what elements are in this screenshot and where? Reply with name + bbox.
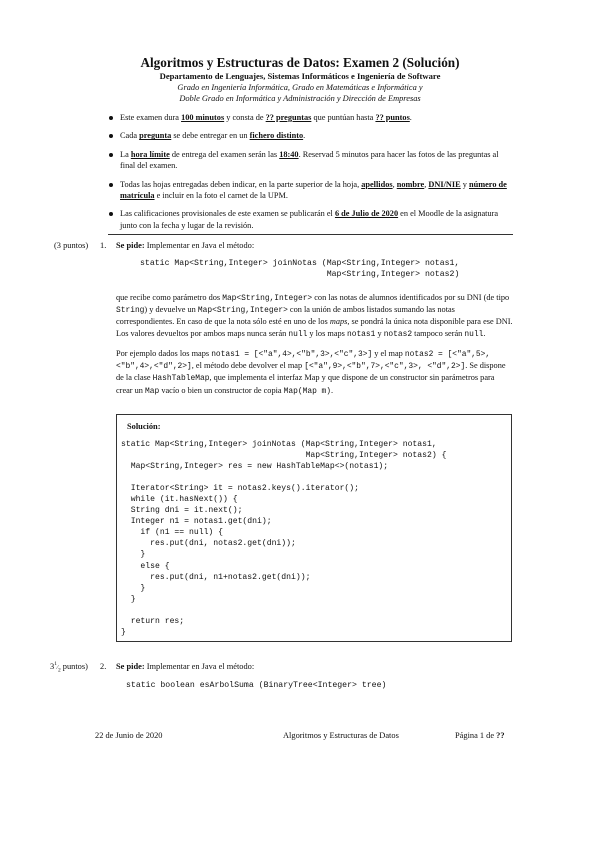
footer-date: 22 de Junio de 2020 xyxy=(95,731,163,740)
department: Departamento de Lenguajes, Sistemas Informáticos e Ingeniería de Software xyxy=(159,71,441,81)
divider xyxy=(108,234,513,235)
instruction-identification: Todas las hojas entregadas deben indicar, en la parte superior de la hoja, apellidos, nombre, DNI/NIE y número de matrícula e incluir en la foto el carnet de la UPM. xyxy=(108,179,513,202)
instruction-grades: Las calificaciones provisionales de este examen se publicarán el 6 de Julio de 2020 en el Moodle de la asignatura junto con la fecha y lugar de la revisión. xyxy=(108,208,513,231)
q2-points: $3^1⁄_2$ puntos) xyxy=(50,661,88,674)
solution-box xyxy=(116,414,512,642)
degrees-line-2: Doble Grado en Informática y Administración y Dirección de Empresas xyxy=(179,94,421,103)
instruction-deadline: La hora límite de entrega del examen serán las 18:40. Reservad 5 minutos para hacer las fotos de las preguntas al final del examen. xyxy=(108,149,513,172)
q2-signature: static boolean esArbolSuma (BinaryTree<Integer> tree) xyxy=(126,681,387,690)
q1-heading: Se pide: Implementar en Java el método: xyxy=(116,241,255,250)
q1-signature: static Map<String,Integer> joinNotas (Map<String,Integer> notas1, Map<String,Integer> notas2) xyxy=(140,259,460,280)
instructions-list xyxy=(108,112,513,238)
q1-number: 1. xyxy=(100,241,107,250)
q2-heading: Se pide: Implementar en Java el método: xyxy=(116,662,255,671)
solution-code: static Map<String,Integer> joinNotas (Map<String,Integer> notas1, Map<String,Integer> notas2) { Map<String,Integer> res = new HashTableMap<>(notas1); Iterator<String> it = notas2.keys().iterator(); while (it.hasNext()) { String dni = it.next(); Integer n1 = notas1.get(dni); if (n1 == null) { res.put(dni, notas2.get(dni)); } else { res.put(dni, n1+notas2.get(dni)); } } return res; } xyxy=(121,440,447,637)
footer-page: Página 1 de ?? xyxy=(455,731,505,740)
page-title: Algoritmos y Estructuras de Datos: Examen 2 (Solución) xyxy=(140,55,460,70)
instruction-duration: Este examen dura 100 minutos y consta de ?? preguntas que puntúan hasta ?? puntos. xyxy=(108,112,513,123)
q1-points: (3 puntos) xyxy=(54,241,89,250)
degrees-line-1: Grado en Ingeniería Informática, Grado en Matemáticas e Informática y xyxy=(177,83,423,92)
footer-course: Algoritmos y Estructuras de Datos xyxy=(283,731,399,740)
solution-title: Solución: xyxy=(127,422,161,431)
q1-example: Por ejemplo dados los maps notas1 = [<"a",4>,<"b",3>,<"c",3>] y el map notas2 = [<"a",5>,<"b",4>,<"d",2>], el método debe devolver el map [<"a",9>,<"b",7>,<"c",3>, <"d",2>]. Se dispone de la clase HashTableMap, que implementa el interfaz Map y que dispone de un constructor sin parámetros para crear un Map vacío o bien un constructor de copia Map(Map m). xyxy=(116,349,506,396)
instruction-files: Cada pregunta se debe entregar en un fichero distinto. xyxy=(108,130,513,141)
q2-number: 2. xyxy=(100,662,107,671)
q1-description: que recibe como parámetro dos Map<String,Integer> con las notas de alumnos identificados por su DNI (de tipo String) y devuelve un Map<String,Integer> con la unión de ambos listados sumando las notas correspondientes. En caso de que la nota sólo esté en uno de los maps, se pondrá la única nota disponible para ese DNI. Los valores devueltos por ambos maps nunca serán null y los maps notas1 y notas2 tampoco serán null. xyxy=(116,293,513,339)
